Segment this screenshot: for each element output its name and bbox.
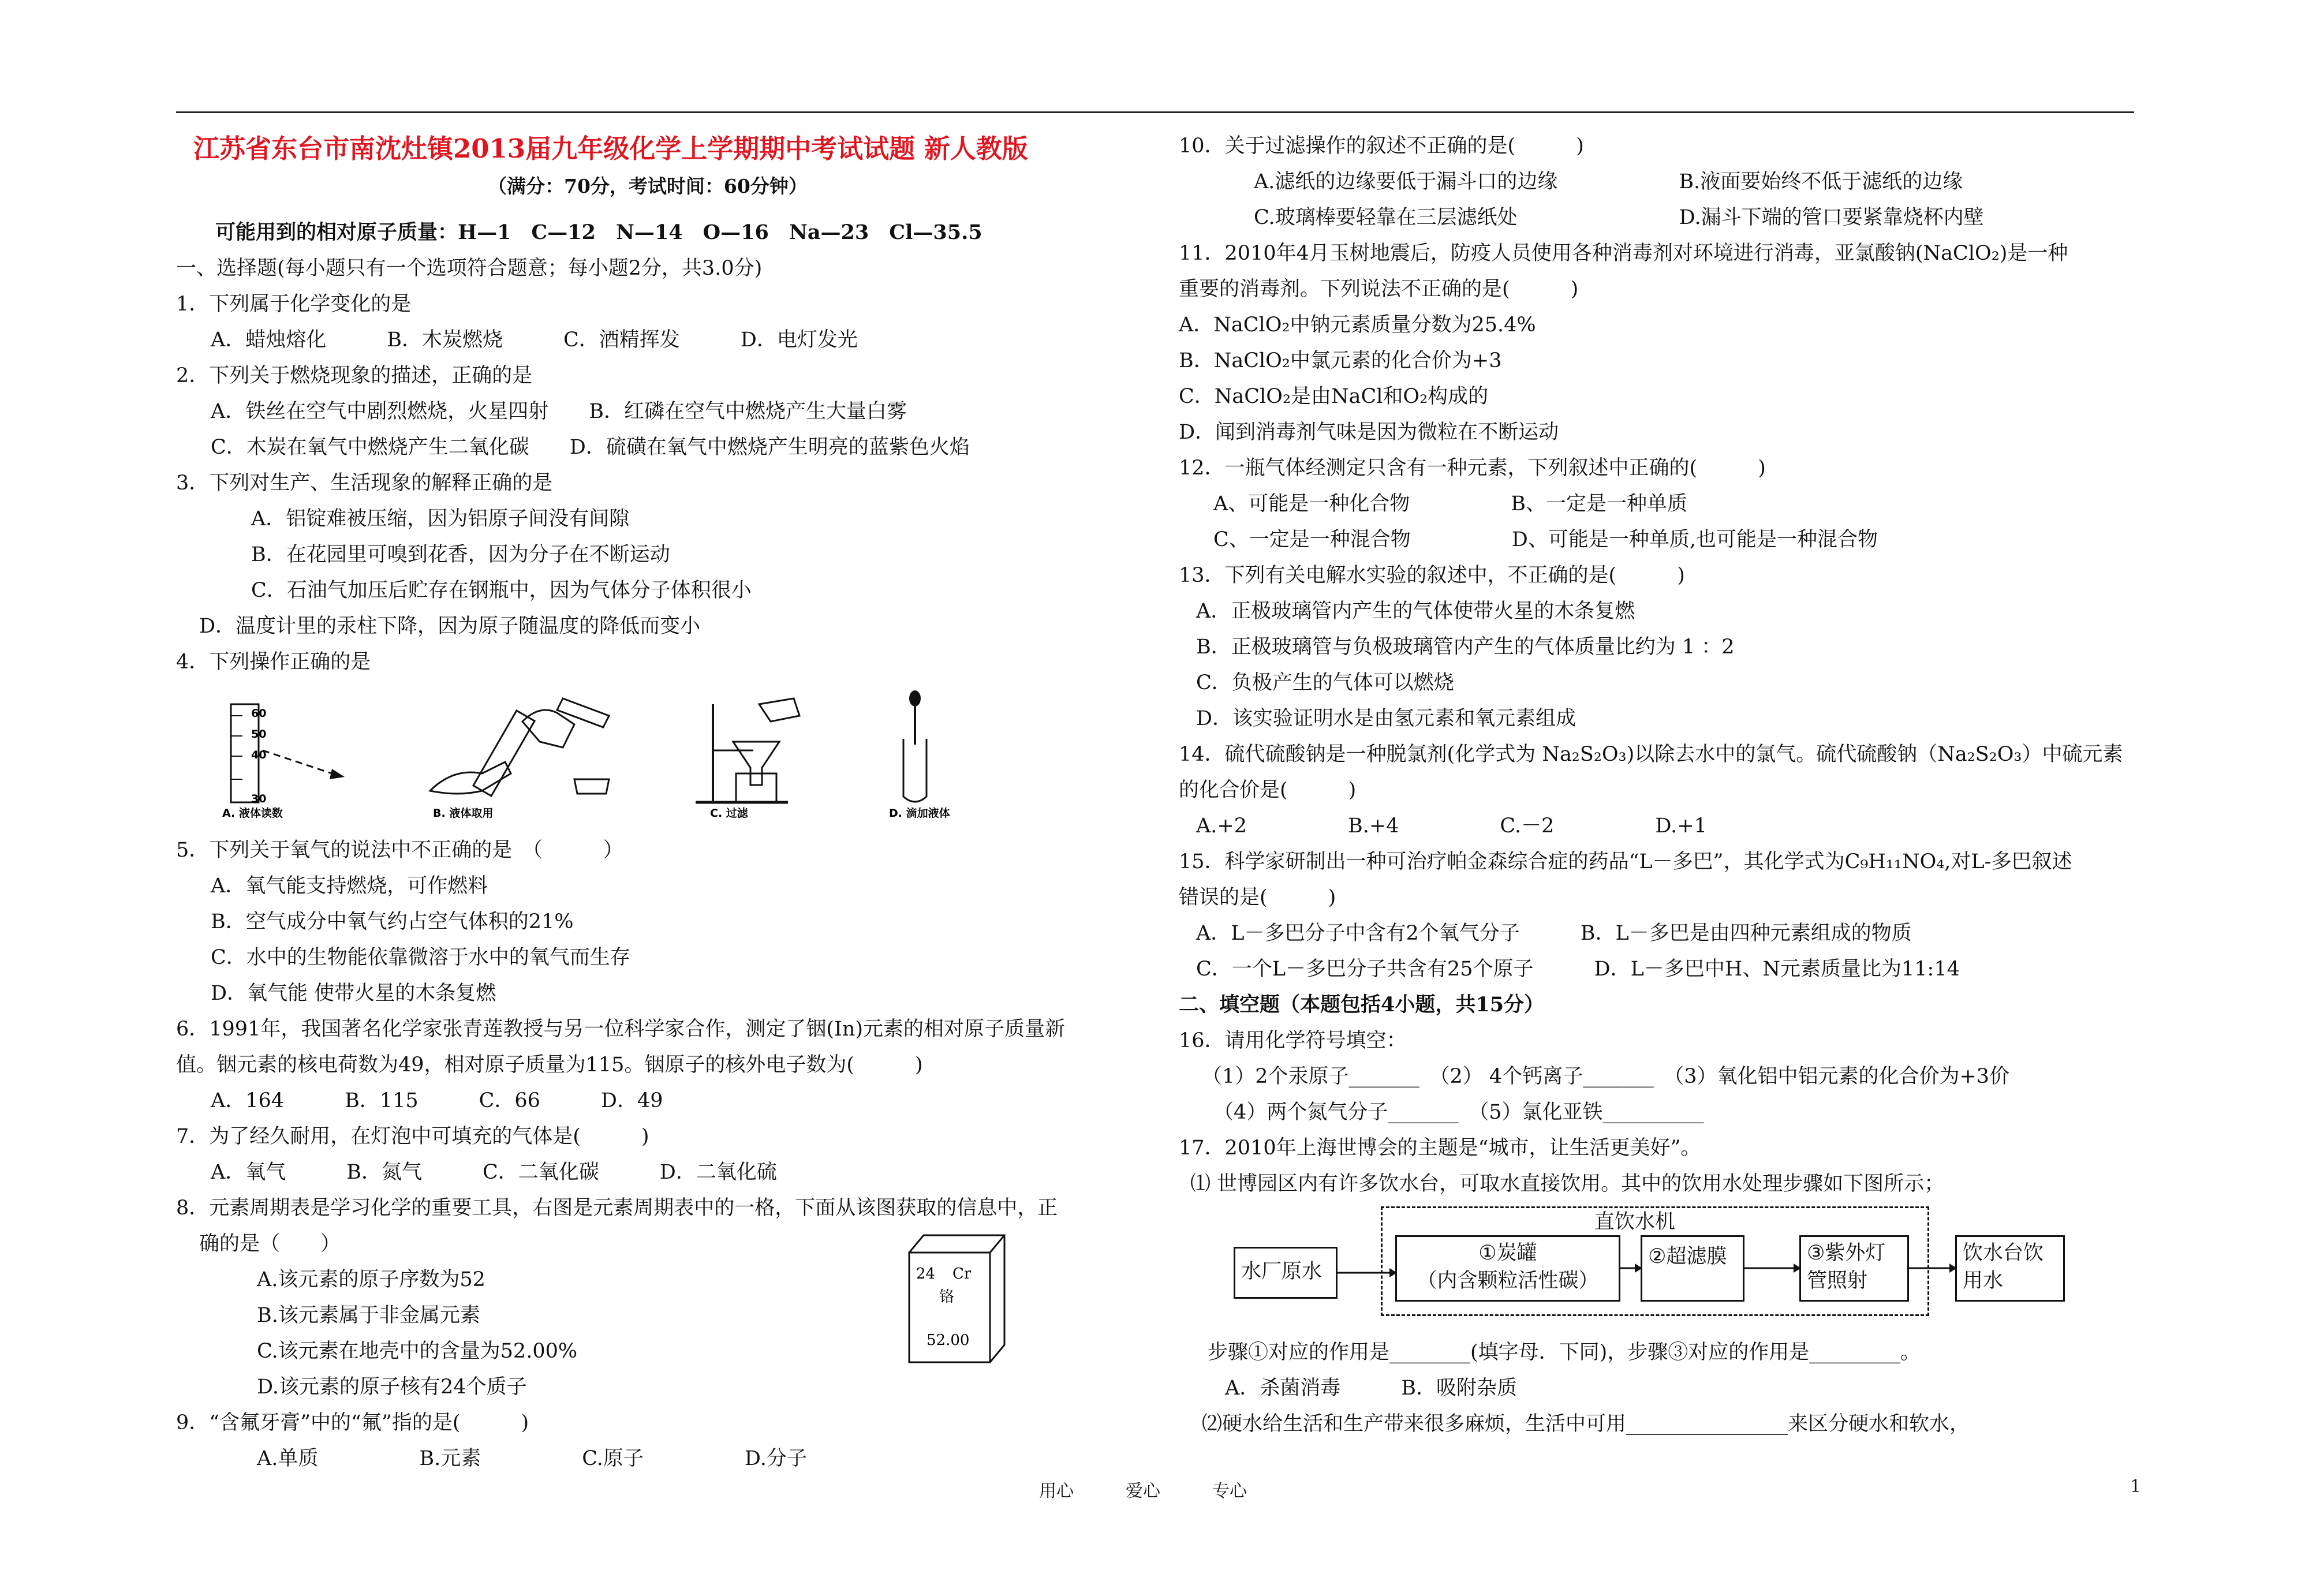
question-12: 12．一瓶气体经测定只含有一种元素，下列叙述中正确的( ): [1179, 457, 1766, 480]
scale-40: 40: [251, 749, 267, 761]
question-1-options: A．蜡烛熔化 B．木炭燃烧 C．酒精挥发 D．电灯发光: [211, 328, 858, 352]
section-2-heading: 二、填空题（本题包括4小题，共15分）: [1179, 993, 1545, 1016]
question-15-options-cd: C．一个L－多巴分子共含有25个原子 D．L－多巴中H、N元素质量比为11:14: [1196, 958, 1960, 981]
top-rule: [176, 111, 2134, 113]
element-number: 24: [916, 1265, 936, 1283]
question-4: 4．下列操作正确的是: [176, 651, 371, 674]
question-6-options: A．164 B．115 C．66 D．49: [211, 1089, 663, 1112]
question-15-line-1: 15．科学家研制出一种可治疗帕金森综合症的药品“L－多巴”，其化学式为C₉H₁₁NO₄,对L-多巴叙述: [1179, 850, 2072, 873]
label-b: B. 液体取用: [433, 807, 494, 820]
scale-50: 50: [251, 728, 267, 741]
question-8-option-a: A.该元素的原子序数为52: [257, 1268, 485, 1291]
question-13-option-c: C．负极产生的气体可以燃烧: [1196, 671, 1454, 694]
question-6-line-2: 值。铟元素的核电荷数为49，相对原子质量为115。铟原子的核外电子数为( ): [176, 1053, 923, 1077]
question-15-options-ab: A．L－多巴分子中含有2个氧气分子 B．L－多巴是由四种元素组成的物质: [1196, 922, 1912, 945]
dropper-figure: [903, 690, 927, 802]
question-7: 7．为了经久耐用，在灯泡中可填充的气体是( ): [176, 1125, 649, 1148]
question-2-options-cd: C．木炭在氧气中燃烧产生二氧化碳 D．硫磺在氧气中燃烧产生明亮的蓝紫色火焰: [211, 436, 970, 459]
element-mass: 52.00: [927, 1332, 970, 1349]
atomic-masses: 可能用到的相对原子质量：H—1 C—12 N—14 O—16 Na—23 Cl—35.5: [215, 220, 982, 244]
question-17: 17．2010年上海世博会的主题是“城市，让生活更美好”。: [1179, 1137, 1701, 1160]
page-subtitle: （满分：70分，考试时间：60分钟）: [488, 175, 808, 197]
question-3-option-c: C．石油气加压后贮存在钢瓶中，因为气体分子体积很小: [251, 579, 752, 602]
liquid-pouring-figure: [430, 698, 609, 796]
filtration-figure: [696, 698, 800, 802]
label-a: A. 液体读数: [222, 807, 283, 820]
question-10-options-cd: C.玻璃棒要轻靠在三层滤纸处 D.漏斗下端的管口要紧靠烧杯内壁: [1254, 206, 1984, 229]
question-3-option-a: A．铝锭难被压缩，因为铝原子间没有间隙: [251, 507, 630, 530]
page-title: 江苏省东台市南沈灶镇2013届九年级化学上学期期中考试试题 新人教版: [193, 133, 1028, 164]
lab-operations-figure: [216, 687, 1082, 820]
page-number: 1: [2130, 1477, 2142, 1497]
question-6-line-1: 6．1991年，我国著名化学家张青莲教授与另一位科学家合作，测定了铟(In)元素的相对原子质量新: [176, 1018, 1066, 1041]
question-8-option-b: B.该元素属于非金属元素: [257, 1304, 480, 1327]
question-5-option-a: A．氧气能支持燃烧，可作燃料: [211, 874, 488, 898]
element-name: 铬: [939, 1288, 955, 1306]
step-2-label: ②超滤膜: [1648, 1245, 1727, 1268]
question-12-options-cd: C、一定是一种混合物 D、可能是一种单质,也可能是一种混合物: [1213, 528, 1878, 551]
question-3-option-d: D．温度计里的汞柱下降，因为原子随温度的降低而变小: [199, 615, 701, 638]
question-2-options-ab: A．铁丝在空气中剧烈燃烧，火星四射 B．红磷在空气中燃烧产生大量白雾: [211, 400, 907, 423]
output-detail: 用水: [1963, 1269, 2004, 1292]
question-12-options-ab: A、可能是一种化合物 B、一定是一种单质: [1213, 492, 1687, 515]
step-1-detail: （内含颗粒活性碳）: [1417, 1269, 1599, 1292]
output-label: 饮水台饮: [1963, 1242, 2044, 1265]
question-11-option-c: C．NaClO₂是由NaCl和O₂构成的: [1179, 385, 1489, 408]
scale-30: 30: [251, 793, 267, 805]
question-13: 13．下列有关电解水实验的叙述中，不正确的是( ): [1179, 564, 1685, 587]
question-2: 2．下列关于燃烧现象的描述，正确的是: [176, 364, 533, 387]
question-5-option-b: B．空气成分中氧气约占空气体积的21%: [211, 910, 574, 933]
question-16-row-2: （4）两个氮气分子_______ （5）氯化亚铁__________: [1213, 1101, 1704, 1124]
question-17-part-1: ⑴ 世博园区内有许多饮水台，可取水直接饮用。其中的饮用水处理步骤如下图所示；: [1190, 1172, 1945, 1195]
question-8-option-d: D.该元素的原子核有24个质子: [257, 1376, 527, 1399]
footer-motto: 用心 爱心 专心: [1039, 1481, 1247, 1501]
question-10: 10．关于过滤操作的叙述不正确的是( ): [1179, 134, 1584, 158]
question-7-options: A．氧气 B．氮气 C．二氧化碳 D．二氧化硫: [211, 1161, 777, 1184]
label-d: D. 滴加液体: [889, 807, 950, 820]
question-9: 9．“含氟牙膏”中的“氟”指的是( ): [176, 1411, 529, 1434]
question-17-options: A．杀菌消毒 B．吸附杂质: [1225, 1377, 1517, 1400]
water-treatment-flow: [1179, 1206, 2143, 1322]
question-11-line-1: 11．2010年4月玉树地震后，防疫人员使用各种消毒剂对环境进行消毒，亚氯酸钠(NaClO₂)是一种: [1179, 242, 2068, 265]
step-1-label: ①炭罐: [1478, 1242, 1537, 1265]
source-label: 水厂原水: [1241, 1260, 1323, 1283]
question-11-option-d: D．闻到消毒剂气味是因为微粒在不断运动: [1179, 421, 1559, 444]
label-c: C. 过滤: [710, 807, 748, 820]
question-3-option-b: B．在花园里可嗅到花香，因为分子在不断运动: [251, 543, 670, 566]
question-13-option-d: D．该实验证明水是由氢元素和氧元素组成: [1196, 707, 1576, 730]
question-11-option-b: B．NaClO₂中氯元素的化合价为+3: [1179, 349, 1502, 372]
question-5: 5．下列关于氧气的说法中不正确的是 （ ）: [176, 839, 623, 862]
question-14-line-2: 的化合价是( ): [1179, 779, 1357, 802]
element-symbol: Cr: [952, 1265, 972, 1283]
question-16-row-1: （1）2个汞原子_______ （2） 4个钙离子_______ （3）氧化铝中铝元素的化合价为+3价: [1202, 1065, 2010, 1088]
question-11-option-a: A．NaClO₂中钠元素质量分数为25.4%: [1179, 313, 1536, 337]
step-3-label: ③紫外灯: [1807, 1242, 1886, 1265]
question-11-line-2: 重要的消毒剂。下列说法不正确的是( ): [1179, 278, 1579, 301]
question-8-line-2: 确的是（ ）: [199, 1232, 341, 1255]
cylinder-reading-figure: [231, 704, 345, 805]
question-5-option-c: C．水中的生物能依靠微溶于水中的氧气而生存: [211, 946, 630, 969]
question-5-option-d: D．氧气能 使带火星的木条复燃: [211, 982, 496, 1005]
machine-label: 直饮水机: [1594, 1210, 1676, 1234]
question-10-options-ab: A.滤纸的边缘要低于漏斗口的边缘 B.液面要始终不低于滤纸的边缘: [1254, 170, 1963, 193]
step-3-detail: 管照射: [1807, 1269, 1868, 1292]
question-9-options: A.单质 B.元素 C.原子 D.分子: [257, 1447, 807, 1470]
question-8-line-1: 8．元素周期表是学习化学的重要工具，右图是元素周期表中的一格，下面从该图获取的信息中，正: [176, 1197, 1058, 1220]
question-13-option-a: A．正极玻璃管内产生的气体使带火星的木条复燃: [1196, 600, 1635, 623]
question-8-option-c: C.该元素在地壳中的含量为52.00%: [257, 1340, 578, 1363]
question-1: 1．下列属于化学变化的是: [176, 293, 412, 316]
question-16: 16．请用化学符号填空：: [1179, 1029, 1407, 1052]
scale-60: 60: [251, 707, 267, 720]
question-3: 3．下列对生产、生活现象的解释正确的是: [176, 472, 553, 495]
question-14-options: A.+2 B.+4 C.－2 D.+1: [1196, 814, 1707, 838]
section-1-heading: 一、选择题(每小题只有一个选项符合题意；每小题2分，共3.0分): [176, 257, 763, 280]
question-14-line-1: 14．硫代硫酸钠是一种脱氯剂(化学式为 Na₂S₂O₃)以除去水中的氯气。硫代硫酸钠（Na₂S₂O₃）中硫元素: [1179, 743, 2123, 766]
element-card: [903, 1229, 1007, 1368]
question-17-part-2: ⑵硬水给生活和生产带来很多麻烦，生活中可用________________来区分硬水和软水，: [1202, 1412, 1970, 1436]
question-17-steps: 步骤①对应的作用是________(填字母．下同)，步骤③对应的作用是_________。: [1208, 1341, 1921, 1364]
question-13-option-b: B．正极玻璃管与负极玻璃管内产生的气体质量比约为 1 ：2: [1196, 636, 1735, 659]
question-15-line-2: 错误的是( ): [1179, 886, 1336, 909]
flow-arrows: [1179, 1206, 2143, 1322]
